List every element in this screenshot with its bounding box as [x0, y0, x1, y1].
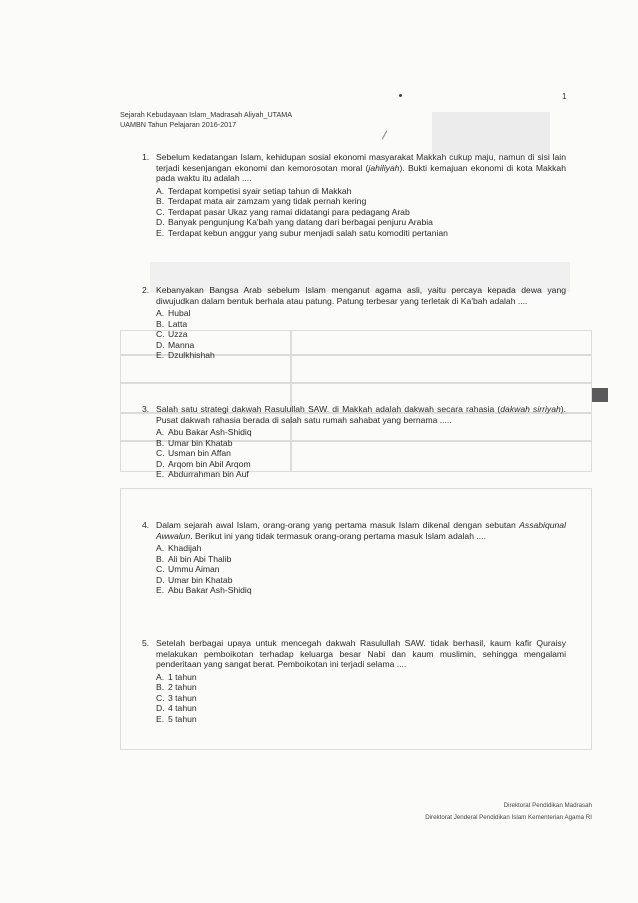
answer-option: D. Arqom bin Abil Arqom: [156, 458, 251, 469]
question-5: [142, 638, 566, 724]
question-1: [142, 152, 566, 238]
binding-tab-marker: [592, 388, 608, 402]
question-text: Setelah berbagai upaya untuk mencegah dakwah Rasulullah SAW. tidak berhasil, kaum kafir Quraisy melakukan pemboikotan terhadap keluarga besar Nabi dan kaum muslimin, sehingga mengalami penderitaan yang sangat berat. Pemboikotan ini terjadi selama ....: [156, 638, 566, 670]
answer-option: A. 1 tahun: [156, 671, 197, 682]
question-text: Salah satu strategi dakwah Rasulullah SAW. di Makkah adalah dakwah secara rahasia (dakwah sirriyah). Pusat dakwah rahasia berada di salah satu rumah sahabat yang bernama .....: [156, 404, 567, 425]
question-text: Sebelum kedatangan Islam, kehidupan sosial ekonomi masyarakat Makkah cukup maju, namun di sisi lain terjadi kesenjangan ekonomi dan kemorosotan moral (jahiliyah). Bukti kemajuan ekonomi di kota Makkah pada waktu itu adalah ....: [156, 152, 566, 184]
answer-options: [156, 427, 566, 480]
question-4: [142, 520, 566, 596]
answer-option: B. Terdapat mata air zamzam yang tidak pernah kering: [156, 196, 367, 207]
answer-option: D. 4 tahun: [156, 703, 197, 714]
answer-option: C. Ummu Aiman: [156, 564, 220, 575]
answer-option: D. Manna: [156, 339, 195, 350]
answer-option: B. Umar bin Khatab: [156, 437, 233, 448]
answer-option: E. Terdapat kebun anggur yang subur menjadi salah satu komoditi pertanian: [156, 227, 448, 238]
question-text: Kebanyakan Bangsa Arab sebelum Islam menganut agama asli, yaitu percaya kepada dewa yang diwujudkan dalam bentuk berhala atau patung. Patung terbesar yang terletak di Ka'bah adalah ....: [156, 285, 566, 306]
question-number: 4.: [142, 520, 150, 530]
answer-option: C. 3 tahun: [156, 692, 197, 703]
bleed-through-box: [432, 112, 550, 156]
answer-option: B. Latta: [156, 318, 188, 329]
footer-directorate: Direktorat Pendidikan Madrasah: [503, 802, 592, 809]
header-exam-year: UAMBN Tahun Pelajaran 2016-2017: [120, 120, 237, 129]
answer-option: E. Abdurrahman bin Auf: [156, 469, 249, 480]
header-subject: Sejarah Kebudayaan Islam_Madrasah Aliyah_UTAMA: [120, 110, 293, 119]
question-number: 1.: [142, 152, 150, 162]
question-number: 2.: [142, 285, 150, 295]
document-footer: [425, 800, 592, 824]
question-3: [142, 404, 566, 480]
answer-option: E. Abu Bakar Ash-Shidiq: [156, 585, 252, 596]
answer-option: E. Dzulkhishah: [156, 350, 215, 361]
bleed-through-table-divider: [120, 382, 592, 384]
answer-option: C. Terdapat pasar Ukaz yang ramai didatangi para pedagang Arab: [156, 206, 410, 217]
footer-directorate-general: Direktorat Jenderal Pendidikan Islam Kementerian Agama RI: [425, 814, 592, 821]
answer-option: D. Banyak pengunjung Ka'bah yang datang dari berbagai penjuru Arabia: [156, 217, 433, 228]
answer-options: [156, 543, 566, 596]
question-2: [142, 285, 566, 361]
answer-option: D. Umar bin Khatab: [156, 574, 233, 585]
answer-options: [156, 672, 566, 725]
question-number: 5.: [142, 638, 150, 648]
answer-option: A. Abu Bakar Ash-Shidiq: [156, 427, 252, 438]
page-number: 1: [562, 92, 567, 101]
pen-mark: [382, 130, 388, 139]
answer-options: [156, 186, 566, 239]
answer-option: B. Ali bin Abi Thalib: [156, 553, 232, 564]
answer-option: A. Terdapat kompetisi syair setiap tahun di Makkah: [156, 185, 352, 196]
question-number: 3.: [142, 404, 150, 414]
answer-option: A. Hubal: [156, 308, 191, 319]
document-header: [120, 110, 292, 130]
answer-option: E. 5 tahun: [156, 713, 197, 724]
answer-option: C. Uzza: [156, 329, 188, 340]
answer-option: C. Usman bin Affan: [156, 448, 231, 459]
answer-option: B. 2 tahun: [156, 682, 197, 693]
question-text: Dalam sejarah awal Islam, orang-orang yang pertama masuk Islam dikenal dengan sebutan Assabiqunal Awwalun. Berikut ini yang tidak termasuk orang-orang pertama masuk Islam adalah ....: [156, 520, 566, 541]
answer-options: [156, 308, 566, 361]
ink-dot: [399, 94, 402, 97]
answer-option: A. Khadijah: [156, 543, 202, 554]
